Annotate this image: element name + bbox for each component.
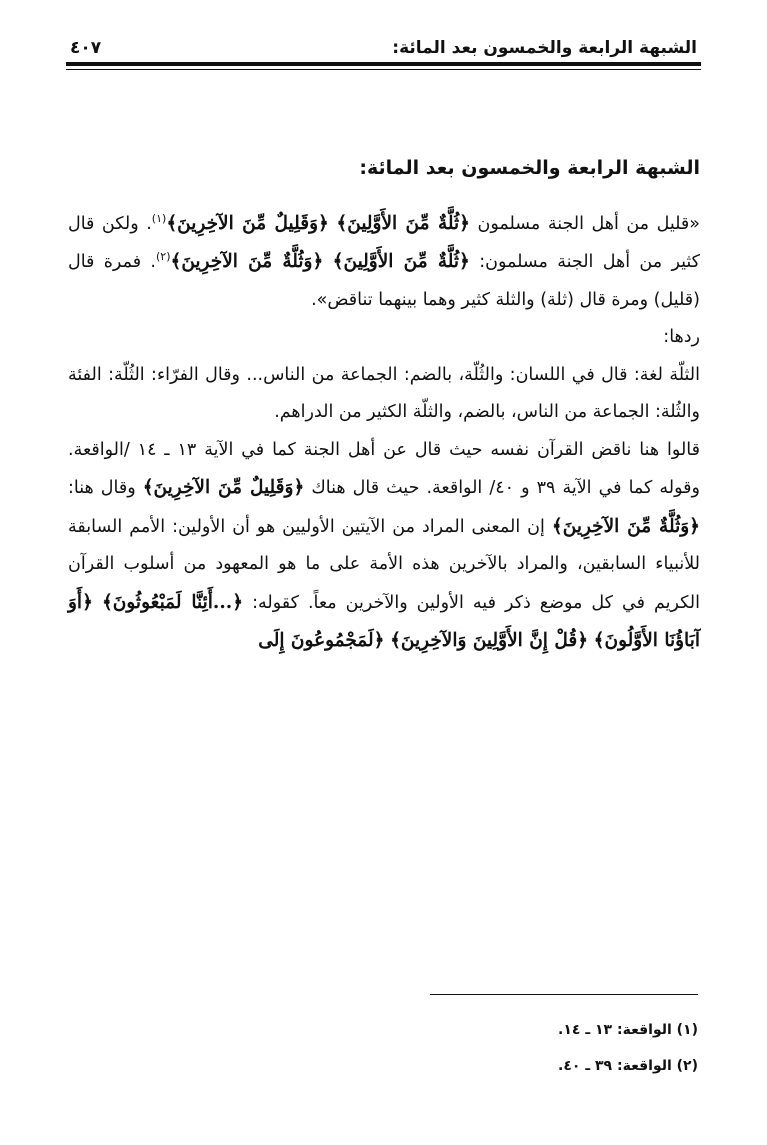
paragraph-reply-label: ردها: [663,327,700,347]
claim-text-3: . فمرة قال (قليل) ومرة قال (ثلة) والثلة كثير وهما بينهما تناقض». [68,252,700,310]
header-title: الشبهة الرابعة والخمسون بعد المائة: [392,38,697,58]
quran-verse: ﴿ثُلَّةٌ مِّنَ الأَوَّلِينَ﴾ [336,212,470,234]
claim-text-1: «قليل من أهل الجنة مسلمون [469,213,700,234]
paragraph-definition: الثلّة لغة: قال في اللسان: والثُلّة، بالضم: الجماعة من الناس... وقال الفرّاء: الثُلّة: الفئة والثُلة: الجماعة من الناس، بالضم، والثلّة الكثير من الدراهم. [68,364,700,422]
paragraph-argument [68,432,700,661]
argument-text-2: وقال هنا: [68,478,143,498]
footnotes [380,1012,698,1084]
spacer-text [323,252,332,272]
main-text [68,150,700,661]
spacer-text [93,593,102,613]
header-rule-thick [66,62,701,66]
paragraph-claim [68,205,700,320]
quran-verse: ﴿أَوَ آبَاؤُنَا الأَوَّلُونَ﴾ [68,591,700,651]
quran-verse: ﴿قُلْ إِنَّ الأَوَّلِينَ وَالآخِرِينَ﴾ [390,630,589,651]
argument-text-1: قالوا هنا ناقض القرآن نفسه حيث قال عن أهل الجنة كما في الآية ١٣ ـ ١٤ /الواقعة. وقوله كما في الآية ٣٩ و ٤٠/ الواقعة. حيث قال هناك [68,439,700,498]
header-rule-thin [66,69,701,70]
footnote-2: (٢) الواقعة: ٣٩ ـ ٤٠. [558,1058,698,1074]
quran-verse: ﴿ثُلَّةٌ مِّنَ الأَوَّلِينَ﴾ [332,251,470,272]
footnote-ref-1: (١) [151,211,167,225]
claim-text-2: . ولكن قال كثير من أهل الجنة مسلمون: [68,213,700,272]
footnote-separator [430,994,698,995]
quran-verse: ﴿وَثُلَّةٌ مِّنَ الآخِرِينَ﴾ [170,251,324,272]
quran-verse: ﴿لَمَجْمُوعُونَ إِلَى [258,630,385,651]
running-header [70,34,697,62]
footnote-1: (١) الواقعة: ١٣ ـ ١٤. [558,1022,698,1038]
footnote-ref-2: (٢) [155,250,171,264]
quran-verse: ﴿وَثُلَّةٌ مِّنَ الآخِرِينَ﴾ [551,515,700,537]
quran-verse: ﴿وَقَلِيلٌ مِّنَ الآخِرِينَ﴾ [166,212,329,234]
section-heading: الشبهة الرابعة والخمسون بعد المائة: [359,157,700,179]
quran-verse: ﴿وَقَلِيلٌ مِّنَ الآخِرِينَ﴾ [142,477,305,498]
argument-text-3: إن المعنى المراد من الآيتين الأوليين هو أن الأولين: الأمم السابقة للأنبياء السابقين، والمراد بالآخرين هذه الأمة على ما هو المعهود من أسلوب القرآن الكريم في كل موضع ذكر فيه الأولين والآخرين معاً. كقوله: [68,516,700,613]
page-number: ٤٠٧ [70,38,102,58]
quran-verse: ﴿...أَئِنَّا لَمَبْعُوثُونَ﴾ [101,591,244,613]
